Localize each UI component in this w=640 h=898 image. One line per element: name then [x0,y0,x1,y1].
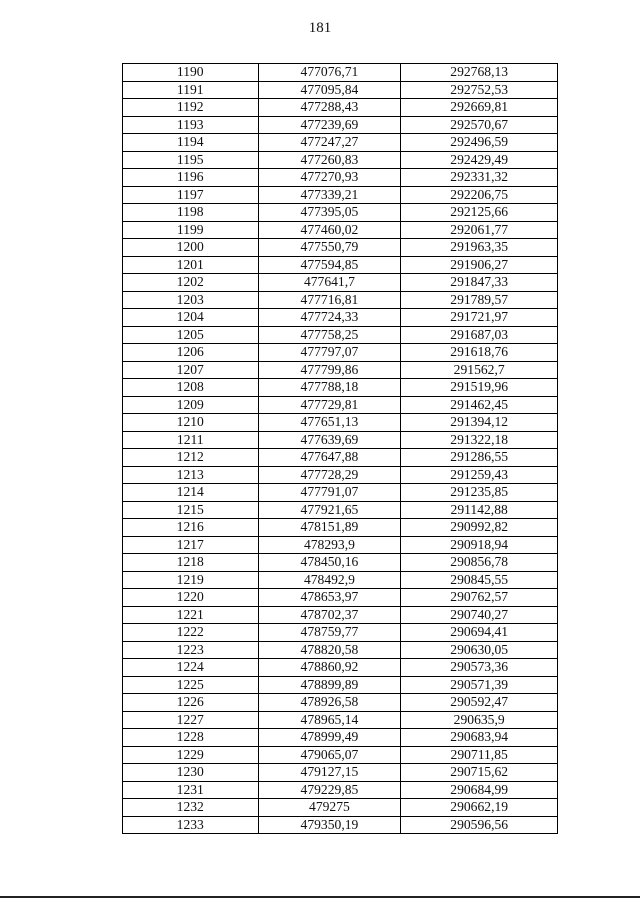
point-number-cell: 1214 [123,484,259,502]
x-coordinate-cell: 478702,37 [258,606,401,624]
y-coordinate-cell: 290711,85 [401,746,558,764]
table-row [123,256,558,274]
y-coordinate-cell: 292061,77 [401,221,558,239]
point-number-cell: 1201 [123,256,259,274]
x-coordinate-cell: 477728,29 [258,466,401,484]
table-row [123,501,558,519]
y-coordinate-cell: 290694,41 [401,624,558,642]
y-coordinate-cell: 291519,96 [401,379,558,397]
y-coordinate-cell: 292768,13 [401,64,558,82]
table-row [123,449,558,467]
table-row [123,291,558,309]
y-coordinate-cell: 290684,99 [401,781,558,799]
table-row [123,484,558,502]
point-number-cell: 1192 [123,99,259,117]
point-number-cell: 1218 [123,554,259,572]
x-coordinate-cell: 477288,43 [258,99,401,117]
y-coordinate-cell: 291687,03 [401,326,558,344]
point-number-cell: 1196 [123,169,259,187]
point-number-cell: 1209 [123,396,259,414]
table-row [123,659,558,677]
point-number-cell: 1193 [123,116,259,134]
y-coordinate-cell: 290592,47 [401,694,558,712]
x-coordinate-cell: 478999,49 [258,729,401,747]
y-coordinate-cell: 290573,36 [401,659,558,677]
y-coordinate-cell: 292752,53 [401,81,558,99]
table-row [123,396,558,414]
x-coordinate-cell: 478965,14 [258,711,401,729]
page-number: 181 [308,20,332,36]
point-number-cell: 1231 [123,781,259,799]
y-coordinate-cell: 291721,97 [401,309,558,327]
point-number-cell: 1216 [123,519,259,537]
point-number-cell: 1232 [123,799,259,817]
table-row [123,326,558,344]
point-number-cell: 1223 [123,641,259,659]
y-coordinate-cell: 291618,76 [401,344,558,362]
y-coordinate-cell: 291286,55 [401,449,558,467]
point-number-cell: 1200 [123,239,259,257]
y-coordinate-cell: 291963,35 [401,239,558,257]
point-number-cell: 1199 [123,221,259,239]
table-row [123,309,558,327]
x-coordinate-cell: 477729,81 [258,396,401,414]
y-coordinate-cell: 291789,57 [401,291,558,309]
x-coordinate-cell: 478759,77 [258,624,401,642]
y-coordinate-cell: 291259,43 [401,466,558,484]
point-number-cell: 1219 [123,571,259,589]
y-coordinate-cell: 291142,88 [401,501,558,519]
x-coordinate-cell: 477651,13 [258,414,401,432]
x-coordinate-cell: 477758,25 [258,326,401,344]
point-number-cell: 1208 [123,379,259,397]
y-coordinate-cell: 292669,81 [401,99,558,117]
x-coordinate-cell: 477260,83 [258,151,401,169]
table-row [123,519,558,537]
x-coordinate-cell: 477788,18 [258,379,401,397]
table-row [123,606,558,624]
table-row [123,466,558,484]
y-coordinate-cell: 291322,18 [401,431,558,449]
x-coordinate-cell: 477395,05 [258,204,401,222]
table-row [123,536,558,554]
table-row [123,414,558,432]
point-number-cell: 1228 [123,729,259,747]
point-number-cell: 1190 [123,64,259,82]
y-coordinate-cell: 291562,7 [401,361,558,379]
table-row [123,781,558,799]
y-coordinate-cell: 290845,55 [401,571,558,589]
table-row [123,624,558,642]
table-row [123,431,558,449]
y-coordinate-cell: 291394,12 [401,414,558,432]
x-coordinate-cell: 477639,69 [258,431,401,449]
y-coordinate-cell: 290571,39 [401,676,558,694]
point-number-cell: 1194 [123,134,259,152]
point-number-cell: 1225 [123,676,259,694]
y-coordinate-cell: 290740,27 [401,606,558,624]
table-row [123,204,558,222]
x-coordinate-cell: 477647,88 [258,449,401,467]
x-coordinate-cell: 477247,27 [258,134,401,152]
point-number-cell: 1224 [123,659,259,677]
y-coordinate-cell: 292429,49 [401,151,558,169]
y-coordinate-cell: 290918,94 [401,536,558,554]
point-number-cell: 1211 [123,431,259,449]
point-number-cell: 1217 [123,536,259,554]
table-row [123,711,558,729]
table-row [123,764,558,782]
table-row [123,641,558,659]
point-number-cell: 1191 [123,81,259,99]
y-coordinate-cell: 290856,78 [401,554,558,572]
point-number-cell: 1229 [123,746,259,764]
point-number-cell: 1202 [123,274,259,292]
coordinates-table-body [123,64,558,834]
point-number-cell: 1207 [123,361,259,379]
point-number-cell: 1222 [123,624,259,642]
table-row [123,64,558,82]
table-row [123,274,558,292]
table-row [123,694,558,712]
table-row [123,239,558,257]
x-coordinate-cell: 478820,58 [258,641,401,659]
x-coordinate-cell: 478653,97 [258,589,401,607]
y-coordinate-cell: 290683,94 [401,729,558,747]
x-coordinate-cell: 478860,92 [258,659,401,677]
y-coordinate-cell: 291235,85 [401,484,558,502]
x-coordinate-cell: 477594,85 [258,256,401,274]
table-row [123,746,558,764]
y-coordinate-cell: 292570,67 [401,116,558,134]
point-number-cell: 1206 [123,344,259,362]
x-coordinate-cell: 478151,89 [258,519,401,537]
x-coordinate-cell: 477797,07 [258,344,401,362]
x-coordinate-cell: 477921,65 [258,501,401,519]
y-coordinate-cell: 290992,82 [401,519,558,537]
y-coordinate-cell: 290715,62 [401,764,558,782]
x-coordinate-cell: 479275 [258,799,401,817]
x-coordinate-cell: 479350,19 [258,816,401,834]
x-coordinate-cell: 477791,07 [258,484,401,502]
x-coordinate-cell: 477239,69 [258,116,401,134]
x-coordinate-cell: 479229,85 [258,781,401,799]
x-coordinate-cell: 478450,16 [258,554,401,572]
table-row [123,151,558,169]
x-coordinate-cell: 478926,58 [258,694,401,712]
point-number-cell: 1210 [123,414,259,432]
table-row [123,116,558,134]
y-coordinate-cell: 292125,66 [401,204,558,222]
y-coordinate-cell: 291906,27 [401,256,558,274]
x-coordinate-cell: 477799,86 [258,361,401,379]
point-number-cell: 1227 [123,711,259,729]
x-coordinate-cell: 479065,07 [258,746,401,764]
table-row [123,816,558,834]
point-number-cell: 1203 [123,291,259,309]
y-coordinate-cell: 292206,75 [401,186,558,204]
y-coordinate-cell: 290662,19 [401,799,558,817]
point-number-cell: 1233 [123,816,259,834]
x-coordinate-cell: 477641,7 [258,274,401,292]
x-coordinate-cell: 477460,02 [258,221,401,239]
x-coordinate-cell: 477076,71 [258,64,401,82]
y-coordinate-cell: 290596,56 [401,816,558,834]
y-coordinate-cell: 291462,45 [401,396,558,414]
x-coordinate-cell: 479127,15 [258,764,401,782]
table-row [123,554,558,572]
x-coordinate-cell: 477716,81 [258,291,401,309]
table-row [123,361,558,379]
point-number-cell: 1226 [123,694,259,712]
table-row [123,81,558,99]
table-row [123,344,558,362]
point-number-cell: 1205 [123,326,259,344]
y-coordinate-cell: 292331,32 [401,169,558,187]
table-row [123,221,558,239]
table-row [123,676,558,694]
coordinates-table [122,63,558,834]
point-number-cell: 1220 [123,589,259,607]
x-coordinate-cell: 478492,9 [258,571,401,589]
point-number-cell: 1197 [123,186,259,204]
x-coordinate-cell: 477270,93 [258,169,401,187]
table-row [123,134,558,152]
table-row [123,729,558,747]
point-number-cell: 1221 [123,606,259,624]
y-coordinate-cell: 292496,59 [401,134,558,152]
point-number-cell: 1204 [123,309,259,327]
y-coordinate-cell: 291847,33 [401,274,558,292]
x-coordinate-cell: 477724,33 [258,309,401,327]
x-coordinate-cell: 478293,9 [258,536,401,554]
y-coordinate-cell: 290635,9 [401,711,558,729]
table-row [123,589,558,607]
point-number-cell: 1195 [123,151,259,169]
x-coordinate-cell: 478899,89 [258,676,401,694]
y-coordinate-cell: 290630,05 [401,641,558,659]
table-row [123,186,558,204]
point-number-cell: 1198 [123,204,259,222]
table-row [123,99,558,117]
point-number-cell: 1213 [123,466,259,484]
table-row [123,571,558,589]
point-number-cell: 1212 [123,449,259,467]
x-coordinate-cell: 477550,79 [258,239,401,257]
x-coordinate-cell: 477095,84 [258,81,401,99]
table-row [123,379,558,397]
table-row [123,799,558,817]
x-coordinate-cell: 477339,21 [258,186,401,204]
y-coordinate-cell: 290762,57 [401,589,558,607]
table-row [123,169,558,187]
point-number-cell: 1215 [123,501,259,519]
point-number-cell: 1230 [123,764,259,782]
